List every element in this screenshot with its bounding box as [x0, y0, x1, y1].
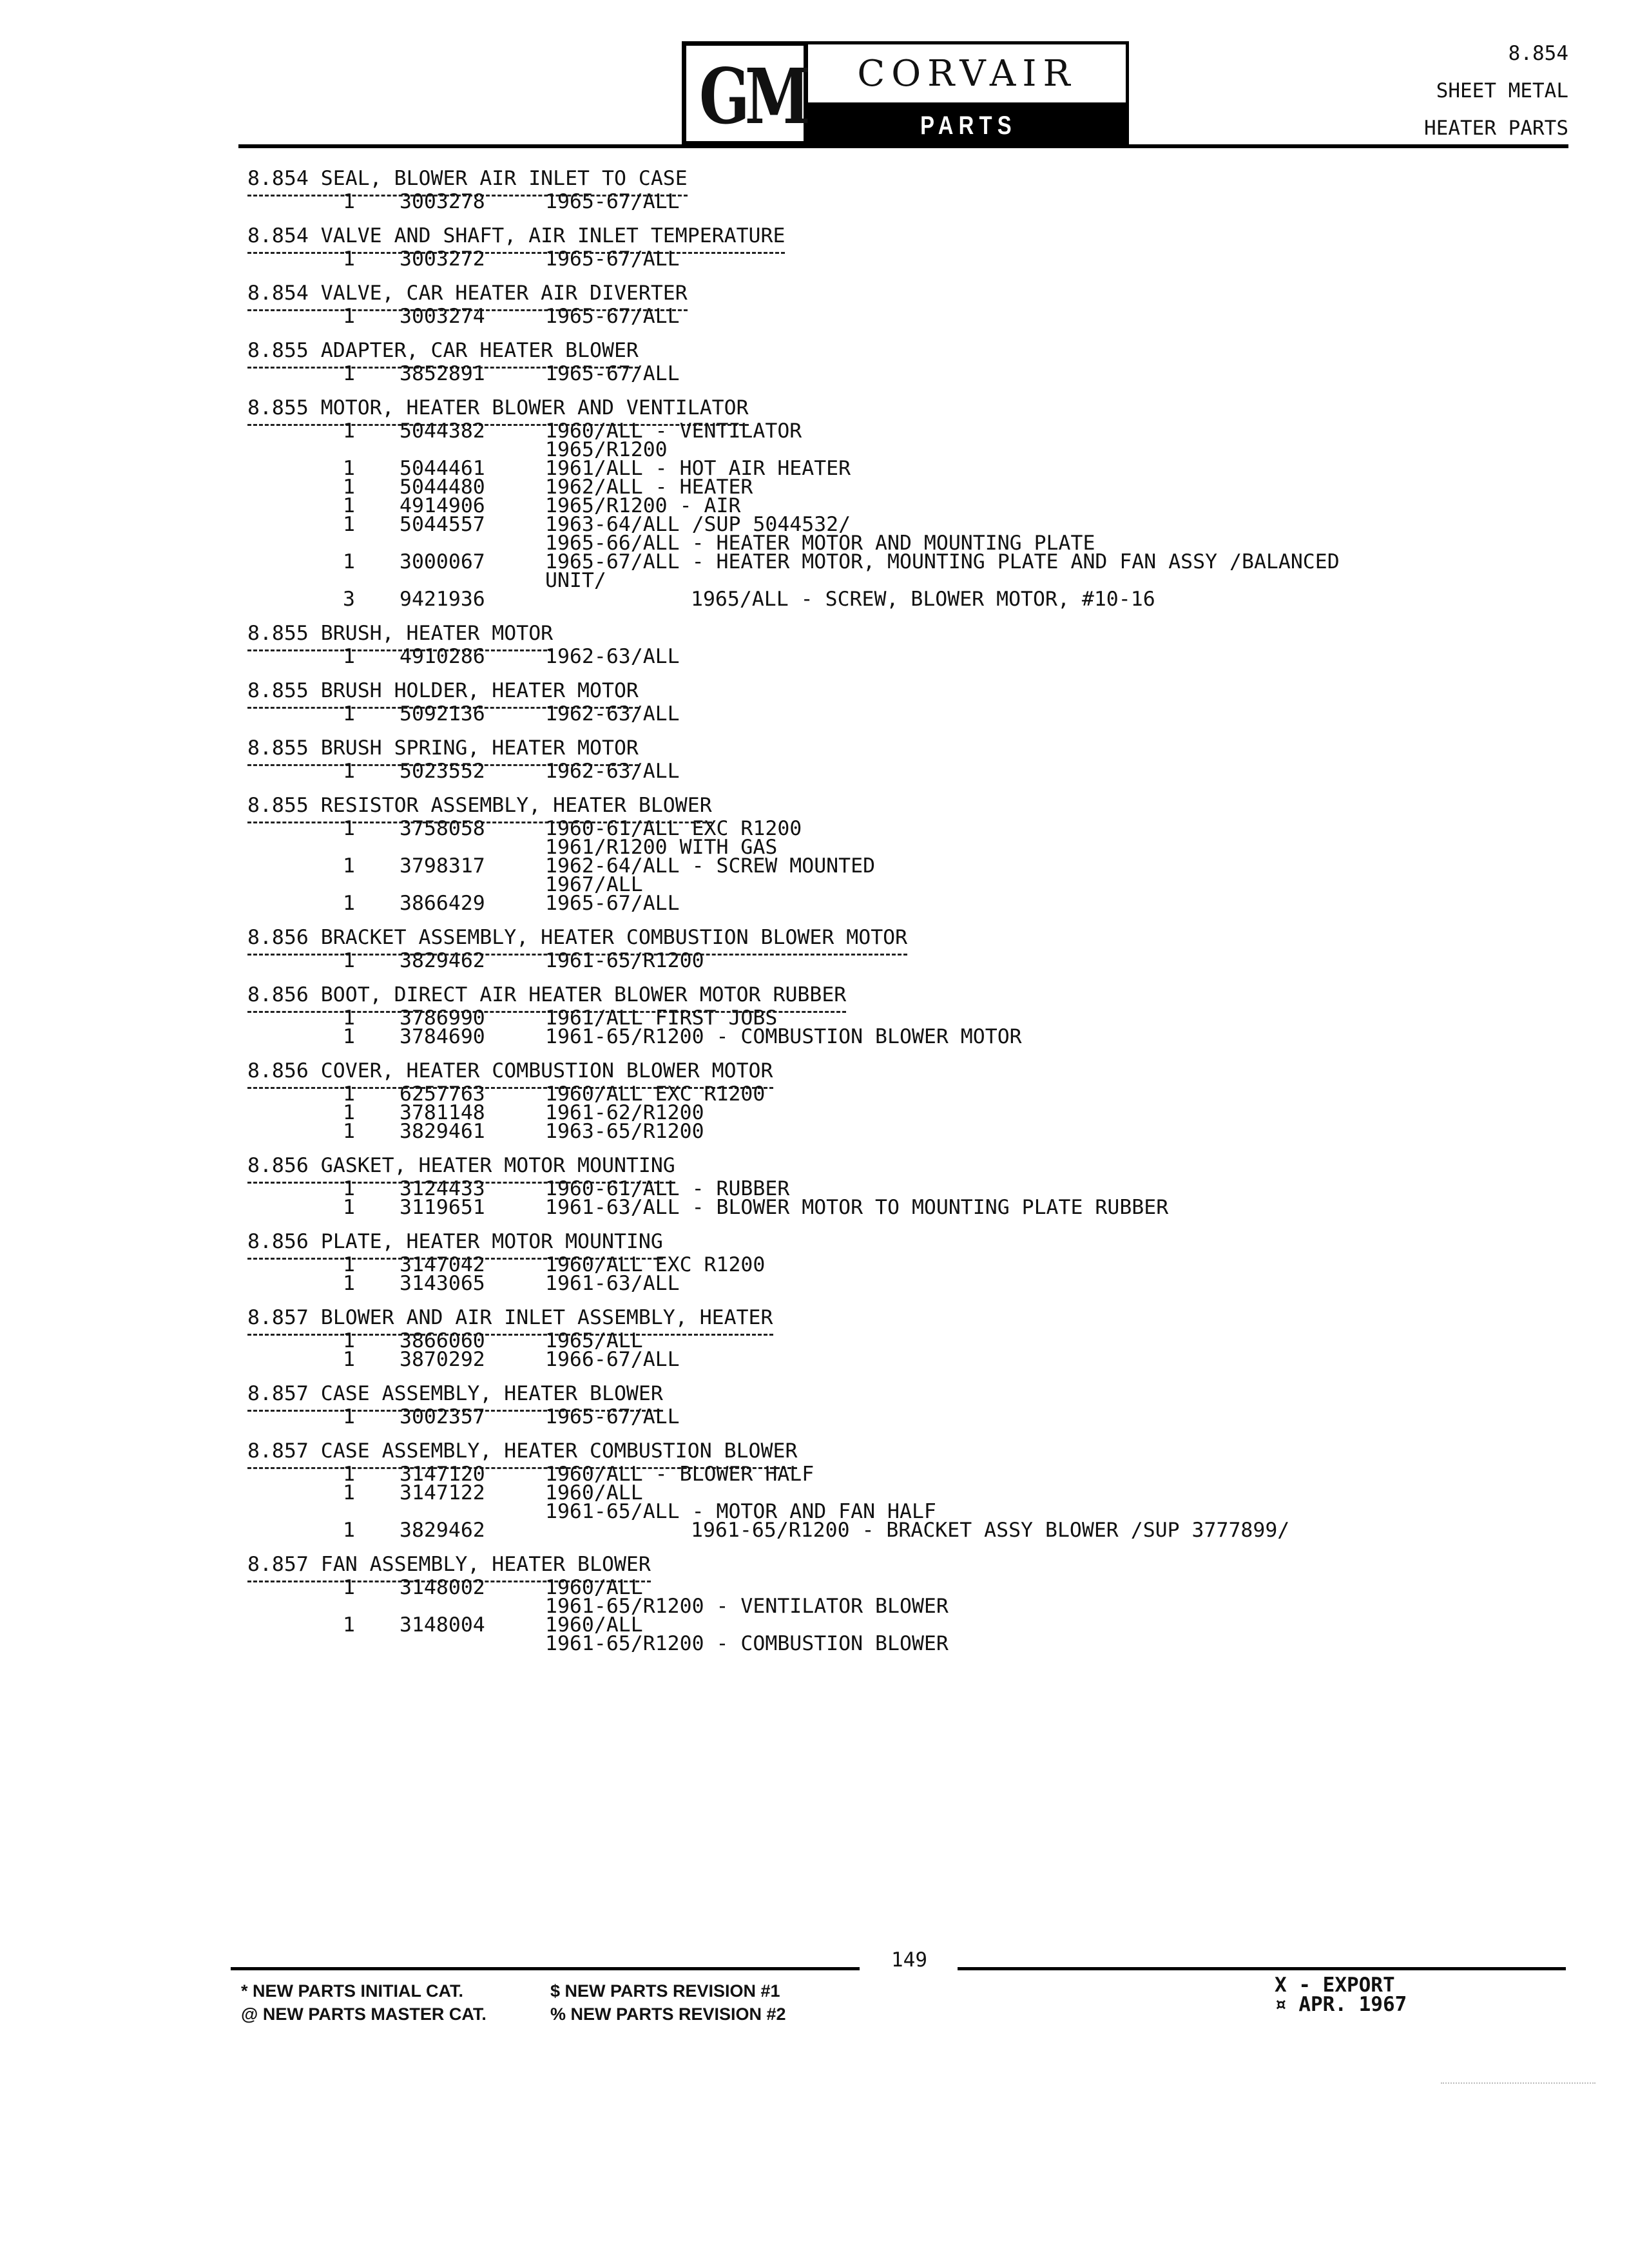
- part-application: 1963-64/ALL /SUP 5044532/: [545, 513, 851, 536]
- part-number: 3148004: [400, 1613, 485, 1637]
- catalog-entry: [247, 1550, 1594, 1653]
- group-number: 8.857: [247, 1553, 309, 1576]
- part-application: 1962/ALL - HEATER: [545, 476, 753, 499]
- legend-middle: [550, 1979, 786, 2026]
- entry-heading: [247, 619, 1594, 648]
- part-number: 6257763: [400, 1082, 485, 1106]
- part-name: FAN ASSEMBLY, HEATER BLOWER: [320, 1553, 651, 1576]
- part-number: 3870292: [400, 1348, 485, 1371]
- part-row: [247, 817, 1594, 840]
- group-number: 8.855: [247, 396, 309, 419]
- part-number: 3829462: [400, 1519, 485, 1542]
- group-number: 8.856: [247, 983, 309, 1006]
- part-quantity: 1: [343, 892, 355, 915]
- entry-heading: [247, 791, 1594, 820]
- catalog-entry: [247, 1379, 1594, 1427]
- part-number: 3829462: [400, 949, 485, 972]
- part-quantity: 1: [343, 817, 355, 840]
- part-quantity: 1: [343, 1082, 355, 1106]
- part-application: 1960/ALL EXC R1200: [545, 1082, 766, 1106]
- part-quantity: 1: [343, 513, 355, 536]
- part-row: [247, 762, 1594, 781]
- part-quantity: 1: [343, 457, 355, 480]
- part-number: 3147120: [400, 1463, 485, 1486]
- part-quantity: 1: [343, 1101, 355, 1124]
- catalog-entry: [247, 1057, 1594, 1141]
- group-number: 8.856: [247, 1154, 309, 1177]
- legend-right: [1275, 1975, 1407, 2014]
- group-number: 8.856: [247, 1059, 309, 1082]
- footer-rule-left: [231, 1967, 860, 1970]
- part-number: 3852891: [400, 362, 485, 385]
- part-quantity: 1: [343, 1272, 355, 1295]
- parts-list: [247, 164, 1594, 1664]
- part-application: 1961/ALL FIRST JOBS: [545, 1006, 778, 1030]
- part-application: 1960/ALL: [545, 1481, 643, 1504]
- part-application: 1961-63/ALL - BLOWER MOTOR TO MOUNTING PLATE RUBBER: [545, 1196, 1169, 1219]
- catalog-entry: [247, 222, 1594, 269]
- part-application: 1961-65/R1200 - BRACKET ASSY BLOWER /SUP 3777899/: [691, 1519, 1290, 1542]
- part-number: 4914906: [400, 494, 485, 517]
- part-application: 1960-61/ALL - RUBBER: [545, 1177, 790, 1200]
- part-application: 1960/ALL - VENTILATOR: [545, 419, 802, 443]
- catalog-label: PARTS CATALOGUE: [879, 111, 1058, 180]
- part-number: 3866429: [400, 892, 485, 915]
- part-application: 1961-65/R1200: [545, 949, 704, 972]
- part-name: VALVE, CAR HEATER AIR DIVERTER: [320, 282, 688, 305]
- part-name: RESISTOR ASSEMBLY, HEATER BLOWER: [320, 794, 712, 817]
- part-quantity: 1: [343, 1120, 355, 1143]
- part-application: 1961-65/R1200 - COMBUSTION BLOWER MOTOR: [545, 1025, 1022, 1048]
- part-number: 3119651: [400, 1196, 485, 1219]
- part-application: 1965/ALL - SCREW, BLOWER MOTOR, #10-16: [691, 588, 1155, 611]
- part-quantity: 1: [343, 1463, 355, 1486]
- part-quantity: 1: [343, 1481, 355, 1504]
- entry-title: [247, 222, 785, 254]
- part-application: 1960/ALL EXC R1200: [545, 1253, 766, 1276]
- part-name: PLATE, HEATER MOTOR MOUNTING: [320, 1230, 663, 1253]
- part-quantity: 1: [343, 305, 355, 328]
- part-application: 1965-67/ALL: [545, 247, 680, 271]
- part-quantity: 1: [343, 1196, 355, 1219]
- part-name: ADAPTER, CAR HEATER BLOWER: [320, 339, 639, 362]
- part-row: [247, 1405, 1594, 1428]
- part-row: [247, 1274, 1594, 1293]
- part-application: 1960/ALL: [545, 1576, 643, 1599]
- part-number: 5044557: [400, 513, 485, 536]
- part-application: 1965-67/ALL: [545, 190, 680, 213]
- part-number: 3147042: [400, 1253, 485, 1276]
- part-name: COVER, HEATER COMBUSTION BLOWER MOTOR: [320, 1059, 773, 1082]
- part-application: 1965/R1200 - AIR: [545, 494, 741, 517]
- part-application: 1960/ALL - BLOWER HALF: [545, 1463, 815, 1486]
- part-quantity: 1: [343, 1006, 355, 1030]
- legend-item: X - EXPORT: [1275, 1974, 1395, 1997]
- part-application: 1965-67/ALL: [545, 1405, 680, 1428]
- part-application: 1967/ALL: [545, 873, 643, 896]
- catalog-bar: [808, 106, 1129, 180]
- entry-title: [247, 1303, 773, 1336]
- part-application: 1961/ALL - HOT AIR HEATER: [545, 457, 851, 480]
- part-number: 3781148: [400, 1101, 485, 1124]
- part-row: [247, 190, 1594, 213]
- catalog-entry: [247, 1303, 1594, 1369]
- section-header: [1424, 35, 1568, 147]
- part-row: [247, 1632, 1594, 1655]
- entry-heading: [247, 1303, 1594, 1332]
- group-number: 8.855: [247, 679, 309, 702]
- group-number: 8.855: [247, 339, 309, 362]
- part-application: 1965-67/ALL: [545, 362, 680, 385]
- entry-heading: [247, 1437, 1594, 1465]
- part-application: 1962-64/ALL - SCREW MOUNTED: [545, 854, 876, 878]
- gm-logo-box: [682, 41, 808, 146]
- section-number: 8.854: [1508, 42, 1568, 65]
- entry-heading: [247, 1550, 1594, 1579]
- part-number: 3798317: [400, 854, 485, 878]
- legend-item: $ NEW PARTS REVISION #1: [550, 1981, 780, 2001]
- group-number: 8.857: [247, 1306, 309, 1329]
- section-line-1: SHEET METAL: [1436, 79, 1568, 102]
- part-application: 1960-61/ALL EXC R1200: [545, 817, 802, 840]
- part-quantity: 1: [343, 476, 355, 499]
- part-name: SEAL, BLOWER AIR INLET TO CASE: [320, 167, 688, 190]
- part-row: [247, 307, 1594, 326]
- part-quantity: 1: [343, 854, 355, 878]
- catalog-entry: [247, 734, 1594, 781]
- entry-heading: [247, 222, 1594, 250]
- part-row: [247, 590, 1594, 609]
- catalog-entry: [247, 1437, 1594, 1540]
- group-number: 8.857: [247, 1439, 309, 1463]
- part-name: BLOWER AND AIR INLET ASSEMBLY, HEATER: [320, 1306, 773, 1329]
- part-quantity: 1: [343, 550, 355, 573]
- group-number: 8.856: [247, 1230, 309, 1253]
- part-number: 3148002: [400, 1576, 485, 1599]
- entry-heading: [247, 1057, 1594, 1085]
- part-quantity: 1: [343, 1177, 355, 1200]
- part-name: GASKET, HEATER MOTOR MOUNTING: [320, 1154, 675, 1177]
- entry-heading: [247, 164, 1594, 193]
- catalog-entry: [247, 677, 1594, 724]
- part-number: 3147122: [400, 1481, 485, 1504]
- catalog-entry: [247, 394, 1594, 609]
- entry-heading: [247, 981, 1594, 1009]
- part-quantity: 1: [343, 949, 355, 972]
- group-number: 8.855: [247, 736, 309, 760]
- part-application: 1961/R1200 WITH GAS: [545, 836, 778, 859]
- part-application: 1962-63/ALL: [545, 702, 680, 726]
- part-number: 3758058: [400, 817, 485, 840]
- part-application: UNIT/: [545, 569, 606, 592]
- legend-item: * NEW PARTS INITIAL CAT.: [241, 1981, 464, 2001]
- brand-box: [808, 41, 1129, 106]
- part-number: 5092136: [400, 702, 485, 726]
- entry-heading: [247, 677, 1594, 705]
- entry-heading: [247, 279, 1594, 307]
- part-name: BRUSH, HEATER MOTOR: [320, 622, 554, 645]
- part-number: 3784690: [400, 1025, 485, 1048]
- catalog-entry: [247, 164, 1594, 211]
- catalog-entry: [247, 619, 1594, 666]
- part-quantity: 3: [343, 588, 355, 611]
- catalog-entry: [247, 336, 1594, 383]
- part-application: 1966-67/ALL: [545, 1348, 680, 1371]
- part-row: [247, 1350, 1594, 1369]
- part-name: BOOT, DIRECT AIR HEATER BLOWER MOTOR RUBBER: [320, 983, 847, 1006]
- part-number: 5023552: [400, 760, 485, 783]
- header-rule: [238, 144, 1568, 148]
- entry-heading: [247, 336, 1594, 365]
- part-application: 1961-65/R1200 - VENTILATOR BLOWER: [545, 1595, 949, 1618]
- part-application: 1963-65/R1200: [545, 1120, 704, 1143]
- part-number: 5044480: [400, 476, 485, 499]
- part-quantity: 1: [343, 1519, 355, 1542]
- part-quantity: 1: [343, 1348, 355, 1371]
- part-quantity: 1: [343, 190, 355, 213]
- entry-heading: [247, 1227, 1594, 1256]
- part-row: [247, 1025, 1594, 1048]
- part-application: 1962-63/ALL: [545, 760, 680, 783]
- catalog-entry: [247, 791, 1594, 913]
- part-number: 3003272: [400, 247, 485, 271]
- group-number: 8.854: [247, 167, 309, 190]
- part-name: CASE ASSEMBLY, HEATER COMBUSTION BLOWER: [320, 1439, 798, 1463]
- part-quantity: 1: [343, 1025, 355, 1048]
- part-number: 5044461: [400, 457, 485, 480]
- part-application: 1965/R1200: [545, 438, 668, 461]
- part-number: 3866060: [400, 1329, 485, 1352]
- group-number: 8.854: [247, 282, 309, 305]
- part-number: 3003278: [400, 190, 485, 213]
- group-number: 8.857: [247, 1382, 309, 1405]
- entry-heading: [247, 394, 1594, 422]
- catalog-entry: [247, 923, 1594, 970]
- scan-specks: [1441, 2082, 1595, 2086]
- part-number: 3143065: [400, 1272, 485, 1295]
- legend-item: @ NEW PARTS MASTER CAT.: [241, 2004, 487, 2024]
- part-row: [247, 1198, 1594, 1217]
- group-number: 8.856: [247, 926, 309, 949]
- part-quantity: 1: [343, 494, 355, 517]
- part-application: 1965-67/ALL: [545, 305, 680, 328]
- brand-name: CORVAIR: [857, 53, 1077, 95]
- part-quantity: 1: [343, 645, 355, 668]
- part-row: [247, 702, 1594, 726]
- part-name: CASE ASSEMBLY, HEATER BLOWER: [320, 1382, 663, 1405]
- group-number: 8.855: [247, 622, 309, 645]
- part-number: 3003274: [400, 305, 485, 328]
- legend-left: [241, 1979, 487, 2026]
- group-number: 8.854: [247, 224, 309, 247]
- part-name: BRUSH SPRING, HEATER MOTOR: [320, 736, 639, 760]
- part-name: MOTOR, HEATER BLOWER AND VENTILATOR: [320, 396, 749, 419]
- part-row: [247, 550, 1594, 573]
- part-quantity: 1: [343, 1329, 355, 1352]
- group-number: 8.855: [247, 794, 309, 817]
- part-application: 1965-67/ALL - HEATER MOTOR, MOUNTING PLATE AND FAN ASSY /BALANCED: [545, 550, 1340, 573]
- part-number: 3786990: [400, 1006, 485, 1030]
- catalog-entry: [247, 1227, 1594, 1293]
- entry-heading: [247, 1379, 1594, 1408]
- part-application: 1960/ALL: [545, 1613, 643, 1637]
- part-quantity: 1: [343, 1405, 355, 1428]
- part-quantity: 1: [343, 760, 355, 783]
- part-number: 3002357: [400, 1405, 485, 1428]
- part-quantity: 1: [343, 247, 355, 271]
- footer-rule-right: [958, 1967, 1566, 1970]
- part-row: [247, 362, 1594, 385]
- part-number: 9421936: [400, 588, 485, 611]
- catalog-entry: [247, 981, 1594, 1046]
- part-application: 1961-65/R1200 - COMBUSTION BLOWER: [545, 1632, 949, 1655]
- part-application: 1961-65/ALL - MOTOR AND FAN HALF: [545, 1500, 936, 1523]
- part-row: [247, 1122, 1594, 1141]
- legend-item: ¤ APR. 1967: [1275, 1993, 1407, 2016]
- catalog-entry: [247, 279, 1594, 326]
- part-number: 3124433: [400, 1177, 485, 1200]
- page-number: 149: [891, 1948, 927, 1972]
- part-name: BRUSH HOLDER, HEATER MOTOR: [320, 679, 639, 702]
- part-quantity: 1: [343, 1576, 355, 1599]
- part-number: 4910286: [400, 645, 485, 668]
- part-quantity: 1: [343, 1613, 355, 1637]
- part-application: 1962-63/ALL: [545, 645, 680, 668]
- part-row: [247, 645, 1594, 668]
- part-row: [247, 1521, 1594, 1540]
- part-quantity: 1: [343, 1253, 355, 1276]
- part-row: [247, 247, 1594, 271]
- part-row: [247, 894, 1594, 913]
- legend-item: % NEW PARTS REVISION #2: [550, 2004, 786, 2024]
- part-quantity: 1: [343, 362, 355, 385]
- part-name: BRACKET ASSEMBLY, HEATER COMBUSTION BLOWER MOTOR: [320, 926, 908, 949]
- section-line-2: HEATER PARTS: [1424, 117, 1568, 140]
- part-row: [247, 854, 1594, 878]
- gm-logo-text: GM: [699, 52, 805, 141]
- part-quantity: 1: [343, 702, 355, 726]
- entry-heading: [247, 734, 1594, 762]
- part-application: 1965-66/ALL - HEATER MOTOR AND MOUNTING PLATE: [545, 532, 1095, 555]
- part-number: 5044382: [400, 419, 485, 443]
- part-number: 3829461: [400, 1120, 485, 1143]
- part-name: VALVE AND SHAFT, AIR INLET TEMPERATURE: [320, 224, 786, 247]
- part-application: 1965-67/ALL: [545, 892, 680, 915]
- part-row: [247, 419, 1594, 443]
- part-application: 1961-62/R1200: [545, 1101, 704, 1124]
- part-application: 1965/ALL: [545, 1329, 643, 1352]
- entry-heading: [247, 1151, 1594, 1180]
- part-row: [247, 949, 1594, 972]
- part-number: 3000067: [400, 550, 485, 573]
- gm-corvair-logo: [682, 41, 1129, 180]
- part-quantity: 1: [343, 419, 355, 443]
- catalog-entry: [247, 1151, 1594, 1217]
- part-application: 1961-63/ALL: [545, 1272, 680, 1295]
- entry-heading: [247, 923, 1594, 952]
